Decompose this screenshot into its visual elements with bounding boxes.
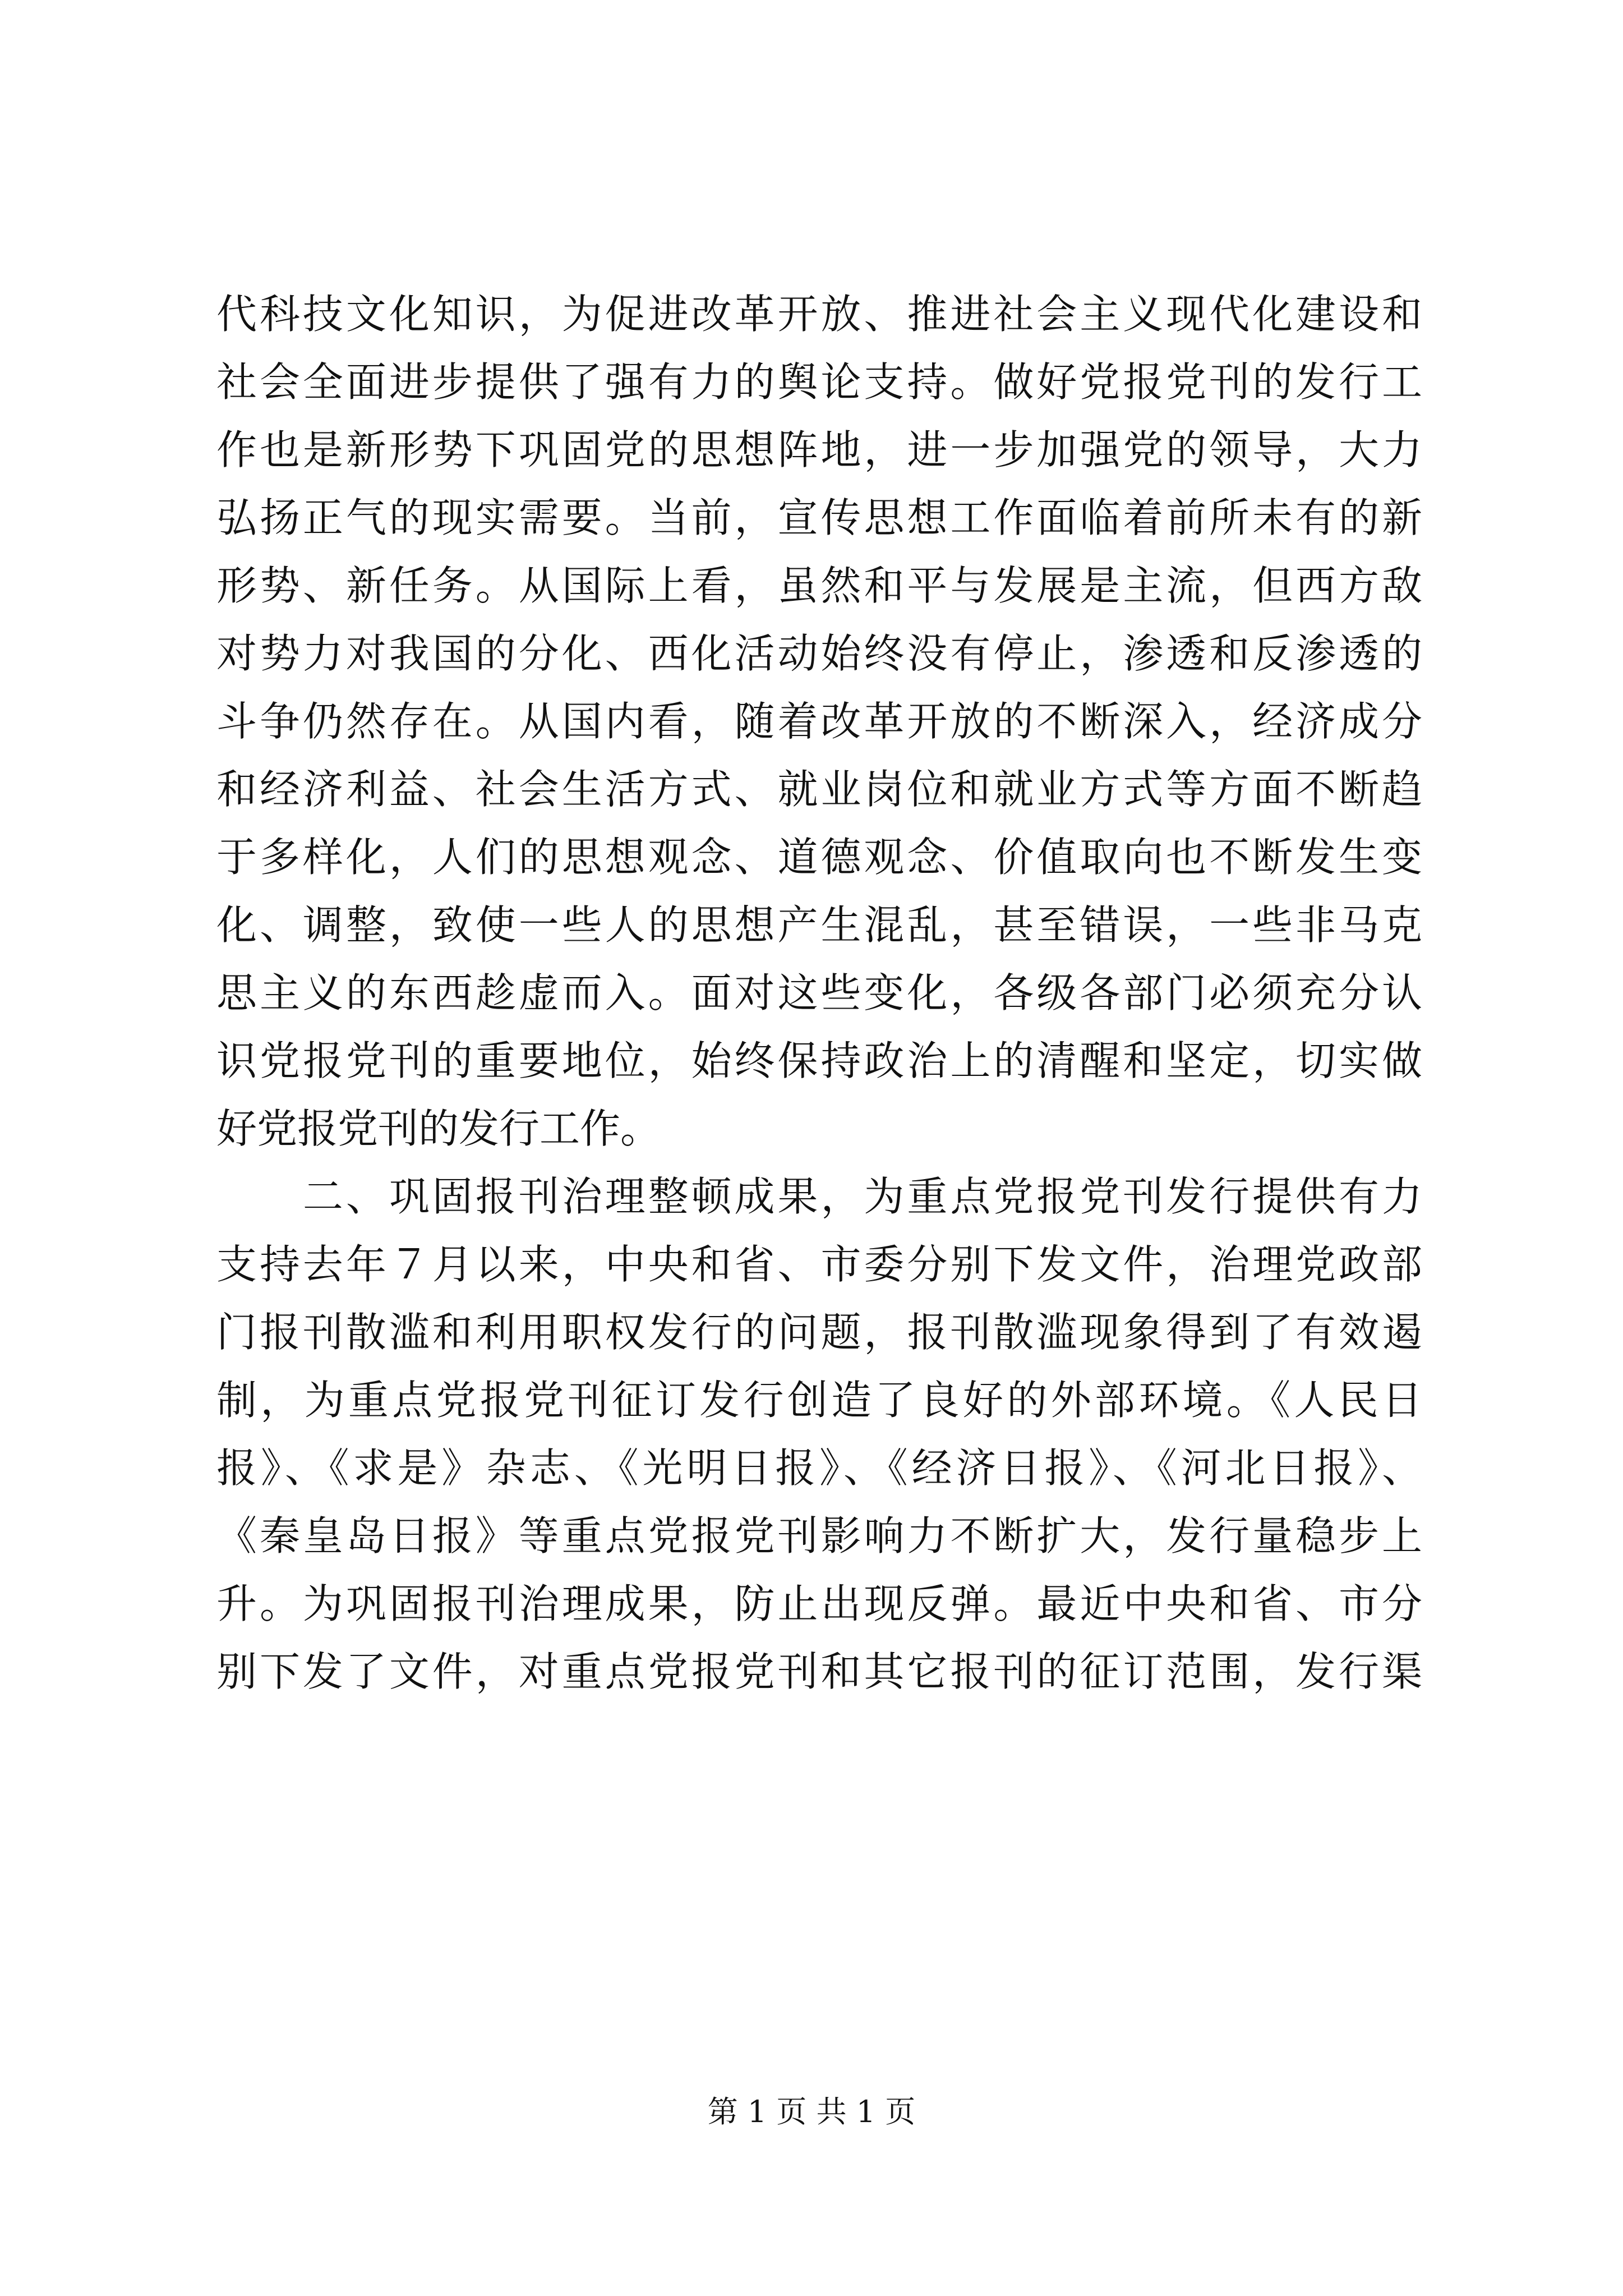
page-number-label: 第 1 页 共 1 页 (707, 2094, 916, 2129)
text-line: 思主义的东西趁虚而入。面对这些变化，各级各部门必须充分认 (216, 969, 1422, 1016)
document-body (216, 280, 1422, 1706)
text-line: 于多样化，人们的思想观念、道德观念、价值取向也不断发生变 (216, 834, 1422, 881)
text-line: 二、巩固报刊治理整顿成果，为重点党报党刊发行提供有力 (216, 1173, 1422, 1220)
text-line: 和经济利益、社会生活方式、就业岗位和就业方式等方面不断趋 (216, 766, 1422, 813)
text-line: 社会全面进步提供了强有力的舆论支持。做好党报党刊的发行工 (216, 358, 1422, 406)
text-line: 识党报党刊的重要地位，始终保持政治上的清醒和坚定，切实做 (216, 1037, 1422, 1084)
page-footer (0, 2092, 1623, 2132)
text-line: 斗争仍然存在。从国内看，随着改革开放的不断深入，经济成分 (216, 698, 1422, 745)
text-line: 作也是新形势下巩固党的思想阵地，进一步加强党的领导，大力 (216, 426, 1422, 473)
text-line: 升。为巩固报刊治理成果，防止出现反弹。最近中央和省、市分 (216, 1580, 1422, 1627)
text-line: 门报刊散滥和利用职权发行的问题，报刊散滥现象得到了有效遏 (216, 1309, 1422, 1356)
text-line: 弘扬正气的现实需要。当前，宣传思想工作面临着前所未有的新 (216, 494, 1422, 541)
text-line: 支持去年７月以来，中央和省、市委分别下发文件，治理党政部 (216, 1241, 1422, 1288)
text-line: 报》、《求是》杂志、《光明日报》、《经济日报》、《河北日报》、 (216, 1444, 1422, 1492)
text-line: 好党报党刊的发行工作。 (216, 1105, 661, 1152)
text-line: 对势力对我国的分化、西化活动始终没有停止，渗透和反渗透的 (216, 630, 1422, 677)
text-line: 制，为重点党报党刊征订发行创造了良好的外部环境。《人民日 (216, 1377, 1422, 1424)
text-line: 代科技文化知识，为促进改革开放、推进社会主义现代化建设和 (216, 291, 1422, 338)
text-line: 化、调整，致使一些人的思想产生混乱，甚至错误，一些非马克 (216, 901, 1422, 949)
text-line: 形势、新任务。从国际上看，虽然和平与发展是主流，但西方敌 (216, 562, 1422, 609)
text-line: 《秦皇岛日报》等重点党报党刊影响力不断扩大，发行量稳步上 (216, 1512, 1422, 1559)
text-line: 别下发了文件，对重点党报党刊和其它报刊的征订范围，发行渠 (216, 1648, 1422, 1695)
